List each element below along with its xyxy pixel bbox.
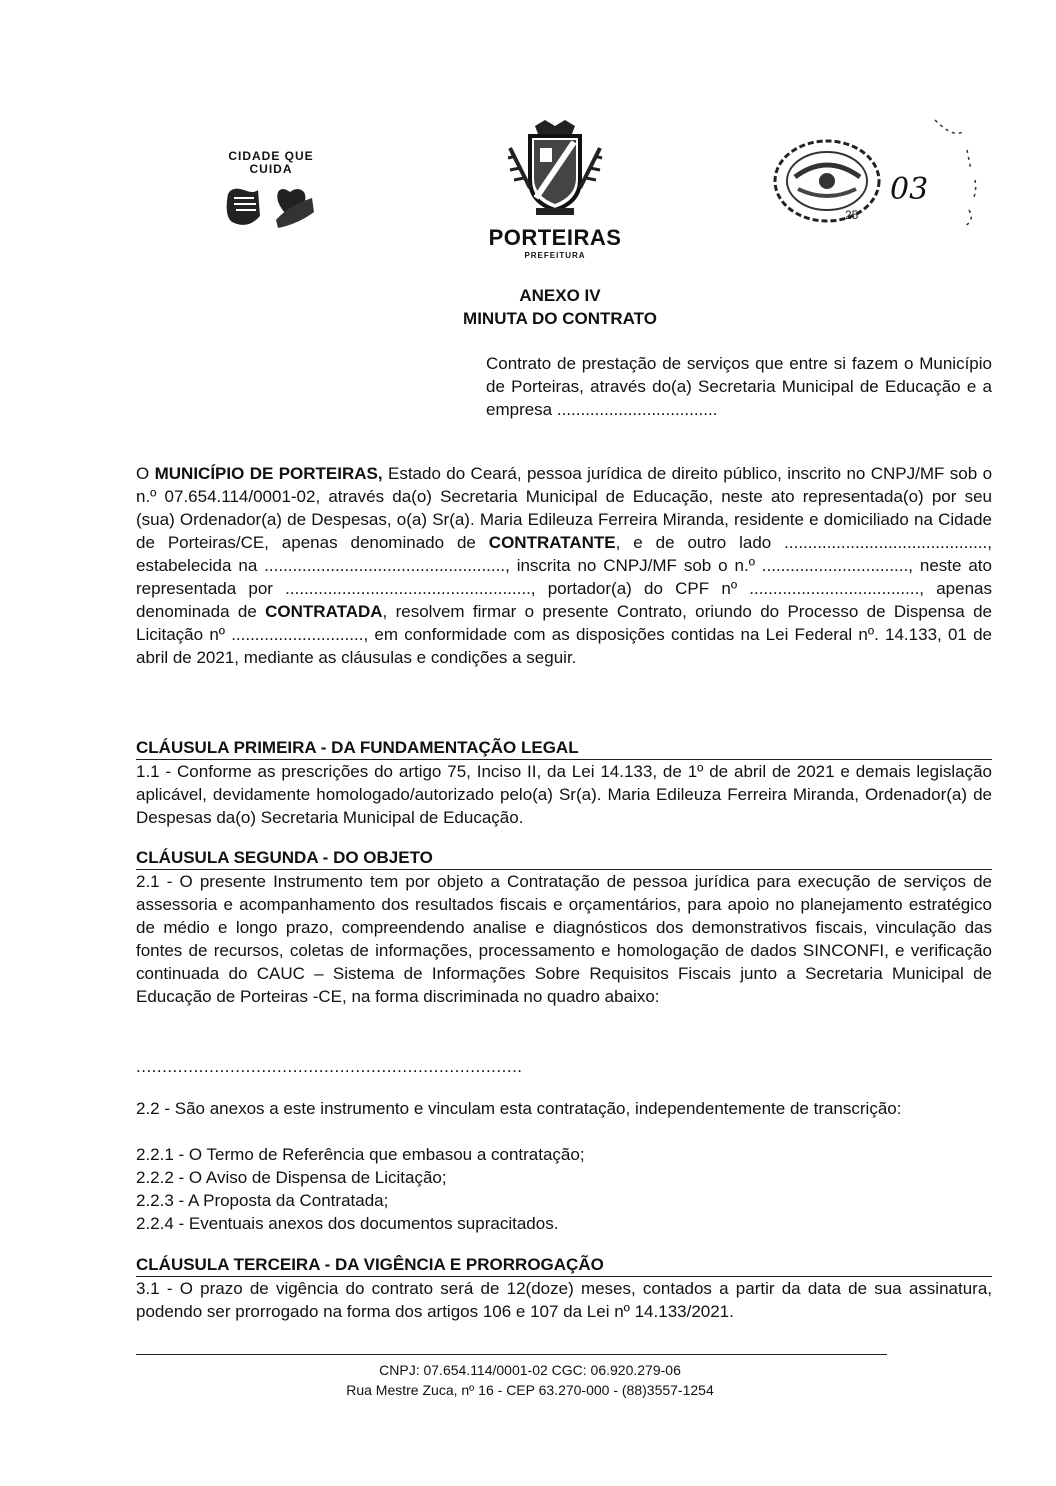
contract-summary: Contrato de prestação de serviços que entre si fazem o Município de Porteiras, através do(a) Secretaria Municipal de Educação e a empresa .................................. bbox=[486, 354, 992, 419]
footer-address: Rua Mestre Zuca, nº 16 - CEP 63.270-000 - (88)3557-1254 bbox=[346, 1382, 714, 1398]
intro-text-3: , resolvem firmar o presente Contrato, oriundo do Processo de Dispensa de Licitação nº ............................, em conformidade com as disposições contidas na Lei Federal nº. 14.133, 01 de abril de 2021, mediante as cláusulas e condições a seguir. bbox=[136, 602, 992, 667]
pen-mark-icon bbox=[925, 110, 985, 230]
object-placeholder-dots: .......................................................................... bbox=[136, 1057, 523, 1076]
footer-cnpj: CNPJ: 07.654.114/0001-02 CGC: 06.920.279-06 bbox=[379, 1362, 681, 1378]
intro-prefix: O bbox=[136, 464, 155, 483]
intro-text-1: Estado do Ceará, pessoa jurídica de direito público, inscrito no CNPJ/MF sob o n.º 07.654.114/0001-02, através da(o) Secretaria Municipal de Educação, neste ato representada(o) por seu (sua) Ordenador(a) de Despesas, o(a) Sr(a). Maria Edileuza Ferreira Miranda, residente e domiciliado na Cidade de Porteiras/CE, apenas denominado de bbox=[136, 464, 993, 552]
municipality-name: MUNICÍPIO DE PORTEIRAS, bbox=[154, 464, 383, 483]
clause-2-title: CLÁUSULA SEGUNDA - DO OBJETO bbox=[136, 848, 992, 870]
annex-intro: 2.2 - São anexos a este instrumento e vinculam esta contratação, independentemente de transcrição: bbox=[136, 1099, 902, 1118]
clause-3-body: 3.1 - O prazo de vigência do contrato será de 12(doze) meses, contados a partir da data de sua assinatura, podendo ser prorrogado na forma dos artigos 106 e 107 da Lei nº 14.133/2021. bbox=[136, 1279, 992, 1321]
stamp-seal-icon bbox=[770, 133, 885, 228]
annex-title: ANEXO IV bbox=[519, 286, 601, 305]
coat-of-arms-icon bbox=[500, 118, 610, 218]
handwritten-page-number: 03 bbox=[890, 172, 929, 207]
intro-paragraph bbox=[136, 462, 992, 669]
page-stamp-seal bbox=[770, 133, 885, 228]
document-title: MINUTA DO CONTRATO bbox=[463, 309, 657, 328]
contratante-label: CONTRATANTE bbox=[488, 533, 616, 552]
clause-1-body: 1.1 - Conforme as prescrições do artigo 75, Inciso II, da Lei 14.133, de 1º de abril de 2021 e demais legislação aplicável, devidamente homologado/autorizado pelo(a) Sr(a). Maria Edileuza Ferreira Miranda, Ordenador(a) de Despesas da(o) Secretaria Municipal de Educação. bbox=[136, 762, 992, 827]
annex-item: 2.2.1 - O Termo de Referência que embasou a contratação; bbox=[136, 1145, 585, 1164]
clause-1-title: CLÁUSULA PRIMEIRA - DA FUNDAMENTAÇÃO LEGAL bbox=[136, 738, 992, 760]
logo-name: PORTEIRAS bbox=[488, 225, 622, 250]
svg-text:25: 25 bbox=[845, 208, 859, 222]
porteiras-crest-logo bbox=[470, 118, 640, 258]
logo-slogan: CIDADE QUE CUIDA bbox=[228, 149, 314, 176]
logo-subtitle: PREFEITURA bbox=[524, 251, 586, 260]
annex-item: 2.2.2 - O Aviso de Dispensa de Licitação; bbox=[136, 1168, 447, 1187]
cidade-que-cuida-logo bbox=[218, 150, 324, 242]
annex-item: 2.2.4 - Eventuais anexos dos documentos supracitados. bbox=[136, 1214, 559, 1233]
clause-2-body: 2.1 - O presente Instrumento tem por objeto a Contratação de pessoa jurídica para execução de serviços de assessoria e acompanhamento dos resultados fiscais e orçamentários, para apoio no planejamento estratégico de médio e longo prazo, compreendendo analise e diagnósticos dos demonstrativos fiscais, vinculação das fontes de recursos, coletas de informações, processamento e homologação de dados SINCONFI, e verificação continuada do CAUC – Sistema de Informações Sobre Requisitos Fiscais junto a Secretaria Municipal de Educação de Porteiras -CE, na forma discriminada no quadro abaixo: bbox=[136, 872, 992, 1006]
intro-text-2: , e de outro lado ..........................................., estabelecida na ..................................................., inscrita no CNPJ/MF sob o n.º ..............................., neste ato representada por ...................................................., portador(a) do CPF nº ...................................., apenas denominada de bbox=[136, 533, 992, 621]
clause-3-title: CLÁUSULA TERCEIRA - DA VIGÊNCIA E PRORROGAÇÃO bbox=[136, 1255, 992, 1277]
annex-item: 2.2.3 - A Proposta da Contratada; bbox=[136, 1191, 389, 1210]
contratada-label: CONTRATADA bbox=[265, 602, 383, 621]
footer-divider bbox=[136, 1354, 887, 1355]
hand-heart-icon bbox=[218, 176, 324, 238]
